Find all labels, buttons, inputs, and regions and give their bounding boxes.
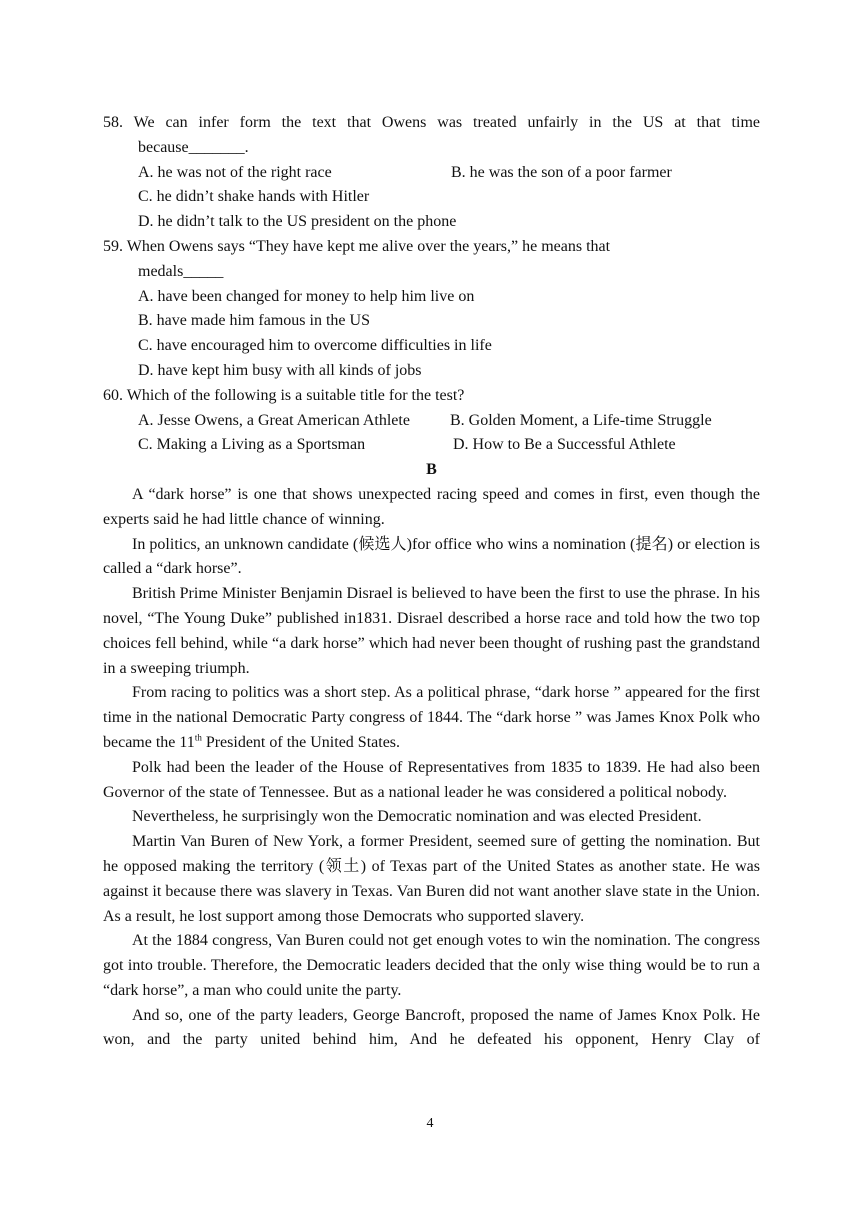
question-stem: 60. Which of the following is a suitable title for the test? — [103, 386, 465, 404]
options-row — [103, 161, 760, 186]
paragraph: A “dark horse” is one that shows unexpected racing speed and comes in first, even though the experts said he had little chance of winning. — [103, 485, 760, 528]
option-d: D. have kept him busy with all kinds of jobs — [138, 361, 422, 379]
options-row — [103, 409, 760, 434]
option-a: A. he was not of the right race — [138, 163, 332, 181]
paragraph-text: From racing to politics was a short step. As a political phrase, “dark horse ” appeared for the first time in the national Democratic Party congress of 1844. The “dark horse ” was James Knox Polk who became the 11 — [103, 684, 760, 751]
option-b: B. Golden Moment, a Life-time Struggle — [450, 411, 712, 429]
option-a: A. have been changed for money to help him live on — [138, 287, 475, 305]
paragraph: And so, one of the party leaders, George Bancroft, proposed the name of James Knox Polk. He won, and the party united behind him, And he defeated his opponent, Henry Clay of — [103, 1006, 760, 1049]
option-a: A. Jesse Owens, a Great American Athlete — [138, 411, 410, 429]
paragraph: Martin Van Buren of New York, a former President, seemed sure of getting the nomination. But he opposed making the territory (领土) of Texas part of the United States as another state. He was against it because there was slavery in Texas. Van Buren did not want another slave state in the Union. As a result, he lost support among those Democrats who supported slavery. — [103, 833, 760, 925]
question-58 — [103, 111, 760, 235]
option-c: C. Making a Living as a Sportsman — [138, 436, 366, 454]
paragraph: In politics, an unknown candidate (候选人)for office who wins a nomination (提名) or election is called a “dark horse”. — [103, 535, 760, 578]
option-b: B. have made him famous in the US — [138, 312, 370, 330]
paragraph: Polk had been the leader of the House of Representatives from 1835 to 1839. He had also been Governor of the state of Tennessee. But as a national leader he was considered a political nobody. — [103, 758, 760, 801]
option-c: C. he didn’t shake hands with Hitler — [138, 188, 370, 206]
paragraph: At the 1884 congress, Van Buren could not get enough votes to win the nomination. The congress got into trouble. Therefore, the Democratic leaders decided that the only wise thing would be to run a “dark horse”, a man who could unite the party. — [103, 932, 760, 999]
paragraph: British Prime Minister Benjamin Disrael is believed to have been the first to use the phrase. In his novel, “The Young Duke” published in1831. Disrael described a horse race and told how the two top choices fell behind, while “a dark horse” which had never been thought of rushing past the grandstand in a sweeping triumph. — [103, 585, 760, 677]
option-b: B. he was the son of a poor farmer — [451, 163, 672, 181]
options-row — [103, 433, 760, 458]
superscript: th — [194, 732, 202, 743]
paragraph: Nevertheless, he surprisingly won the Democratic nomination and was elected President. — [132, 808, 702, 826]
option-c: C. have encouraged him to overcome difficulties in life — [138, 337, 492, 355]
paragraph — [103, 681, 760, 755]
passage — [103, 483, 760, 1053]
question-stem: 59. When Owens says “They have kept me alive over the years,” he means that — [103, 237, 611, 255]
question-stem: 58. We can infer form the text that Owens was treated unfairly in the US at that time — [103, 114, 760, 131]
page-number: 4 — [426, 1116, 434, 1131]
question-stem-continued: medals_____ — [138, 262, 224, 280]
section-label: B — [426, 461, 437, 479]
question-stem-continued: because_______. — [138, 138, 249, 156]
question-60 — [103, 384, 760, 458]
option-d: D. he didn’t talk to the US president on the phone — [138, 213, 457, 231]
paragraph-text: President of the United States. — [201, 733, 401, 751]
option-d: D. How to Be a Successful Athlete — [453, 436, 676, 454]
page-content — [103, 111, 760, 1053]
question-59 — [103, 235, 760, 384]
